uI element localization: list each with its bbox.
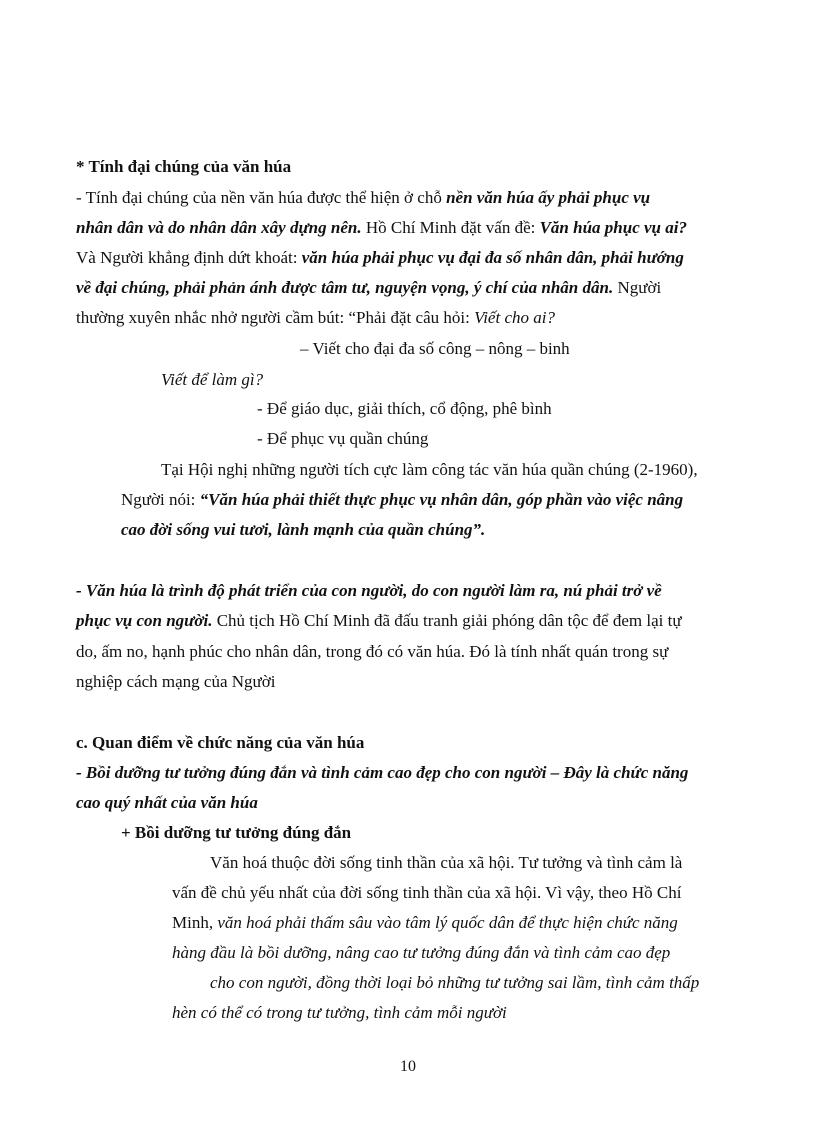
emphasis-text: nhân dân và do nhân dân xây dựng nên. bbox=[76, 218, 362, 237]
quote-text: cao đời sống vui tươi, lành mạnh của quần chúng”. bbox=[121, 520, 486, 539]
paragraph-line bbox=[172, 912, 678, 934]
paragraph-line: vấn đề chủ yếu nhất của đời sống tinh thần của xã hội. Vì vậy, theo Hồ Chí bbox=[172, 883, 682, 902]
text-run: thường xuyên nhắc nhở người cầm bút: “Phải đặt câu hỏi: bbox=[76, 308, 475, 327]
text-run: Minh, bbox=[172, 913, 218, 932]
subheading: + Bồi dưỡng tư tưởng đúng đắn bbox=[121, 823, 352, 842]
question-line: Viết để làm gì? bbox=[161, 370, 264, 389]
emphasis-text: phục vụ con người. bbox=[76, 611, 213, 630]
section-heading: c. Quan điểm về chức năng của văn húa bbox=[76, 733, 365, 752]
paragraph-line bbox=[76, 307, 555, 329]
paragraph-line bbox=[76, 217, 687, 239]
paragraph-line: nghiệp cách mạng của Người bbox=[76, 672, 276, 691]
answer-line: - Để giáo dục, giải thích, cổ động, phê bình bbox=[257, 399, 552, 418]
text-run: - Tính đại chúng của nền văn húa được thể hiện ở chỗ bbox=[76, 188, 447, 207]
paragraph-line bbox=[76, 610, 682, 632]
emphasis-text: về đại chúng, phải phản ánh được tâm tư, nguyện vọng, ý chí của nhân dân. bbox=[76, 278, 614, 297]
paragraph-line: Văn hoá thuộc đời sống tinh thần của xã hội. Tư tưởng và tình cảm là bbox=[210, 853, 683, 872]
paragraph-line bbox=[76, 187, 650, 209]
paragraph-line: cho con người, đồng thời loại bỏ những tư tưởng sai lầm, tình cảm thấp bbox=[210, 973, 700, 992]
answer-line: - Để phục vụ quần chúng bbox=[257, 429, 429, 448]
section-heading: * Tính đại chúng của văn húa bbox=[76, 157, 292, 176]
paragraph-line bbox=[121, 489, 683, 511]
paragraph-line: do, ấm no, hạnh phúc cho nhân dân, trong đó có văn húa. Đó là tính nhất quán trong sự bbox=[76, 642, 669, 661]
page-number: 10 bbox=[400, 1058, 416, 1075]
quote-text: “Văn húa phải thiết thực phục vụ nhân dân, góp phần vào việc nâng bbox=[199, 490, 684, 509]
subheading: - Bồi dưỡng tư tưởng đúng đắn và tình cảm cao đẹp cho con người – Đây là chức năng bbox=[76, 763, 689, 782]
paragraph-line bbox=[76, 277, 661, 299]
subheading: cao quý nhất của văn húa bbox=[76, 793, 258, 812]
paragraph-line: - Văn húa là trình độ phát triển của con người, do con người làm ra, nú phải trở về bbox=[76, 581, 662, 600]
italic-text: văn hoá phải thấm sâu vào tâm lý quốc dân để thực hiện chức năng bbox=[217, 913, 678, 932]
text-run: Hồ Chí Minh đặt vấn đề: bbox=[361, 218, 540, 237]
emphasis-text: nền văn húa ấy phải phục vụ bbox=[446, 188, 651, 207]
paragraph-line: hàng đầu là bồi dưỡng, nâng cao tư tưởng đúng đắn và tình cảm cao đẹp bbox=[172, 943, 671, 962]
paragraph-line: hèn có thể có trong tư tưởng, tình cảm mỗi người bbox=[172, 1003, 507, 1022]
italic-text: Viết cho ai? bbox=[474, 308, 555, 327]
text-run: Người bbox=[613, 278, 662, 297]
text-run: Và Người khẳng định dứt khoát: bbox=[76, 248, 302, 267]
emphasis-text: văn húa phải phục vụ đại đa số nhân dân, phải hướng bbox=[301, 248, 684, 267]
paragraph-line: Tại Hội nghị những người tích cực làm công tác văn húa quần chúng (2-1960), bbox=[161, 460, 698, 479]
text-run: Người nói: bbox=[121, 490, 200, 509]
paragraph-line bbox=[76, 247, 684, 269]
answer-line: – Viết cho đại đa số công – nông – binh bbox=[300, 339, 570, 358]
emphasis-text: Văn húa phục vụ ai? bbox=[539, 218, 687, 237]
text-run: Chủ tịch Hồ Chí Minh đã đấu tranh giải phóng dân tộc để đem lại tự bbox=[212, 611, 682, 630]
